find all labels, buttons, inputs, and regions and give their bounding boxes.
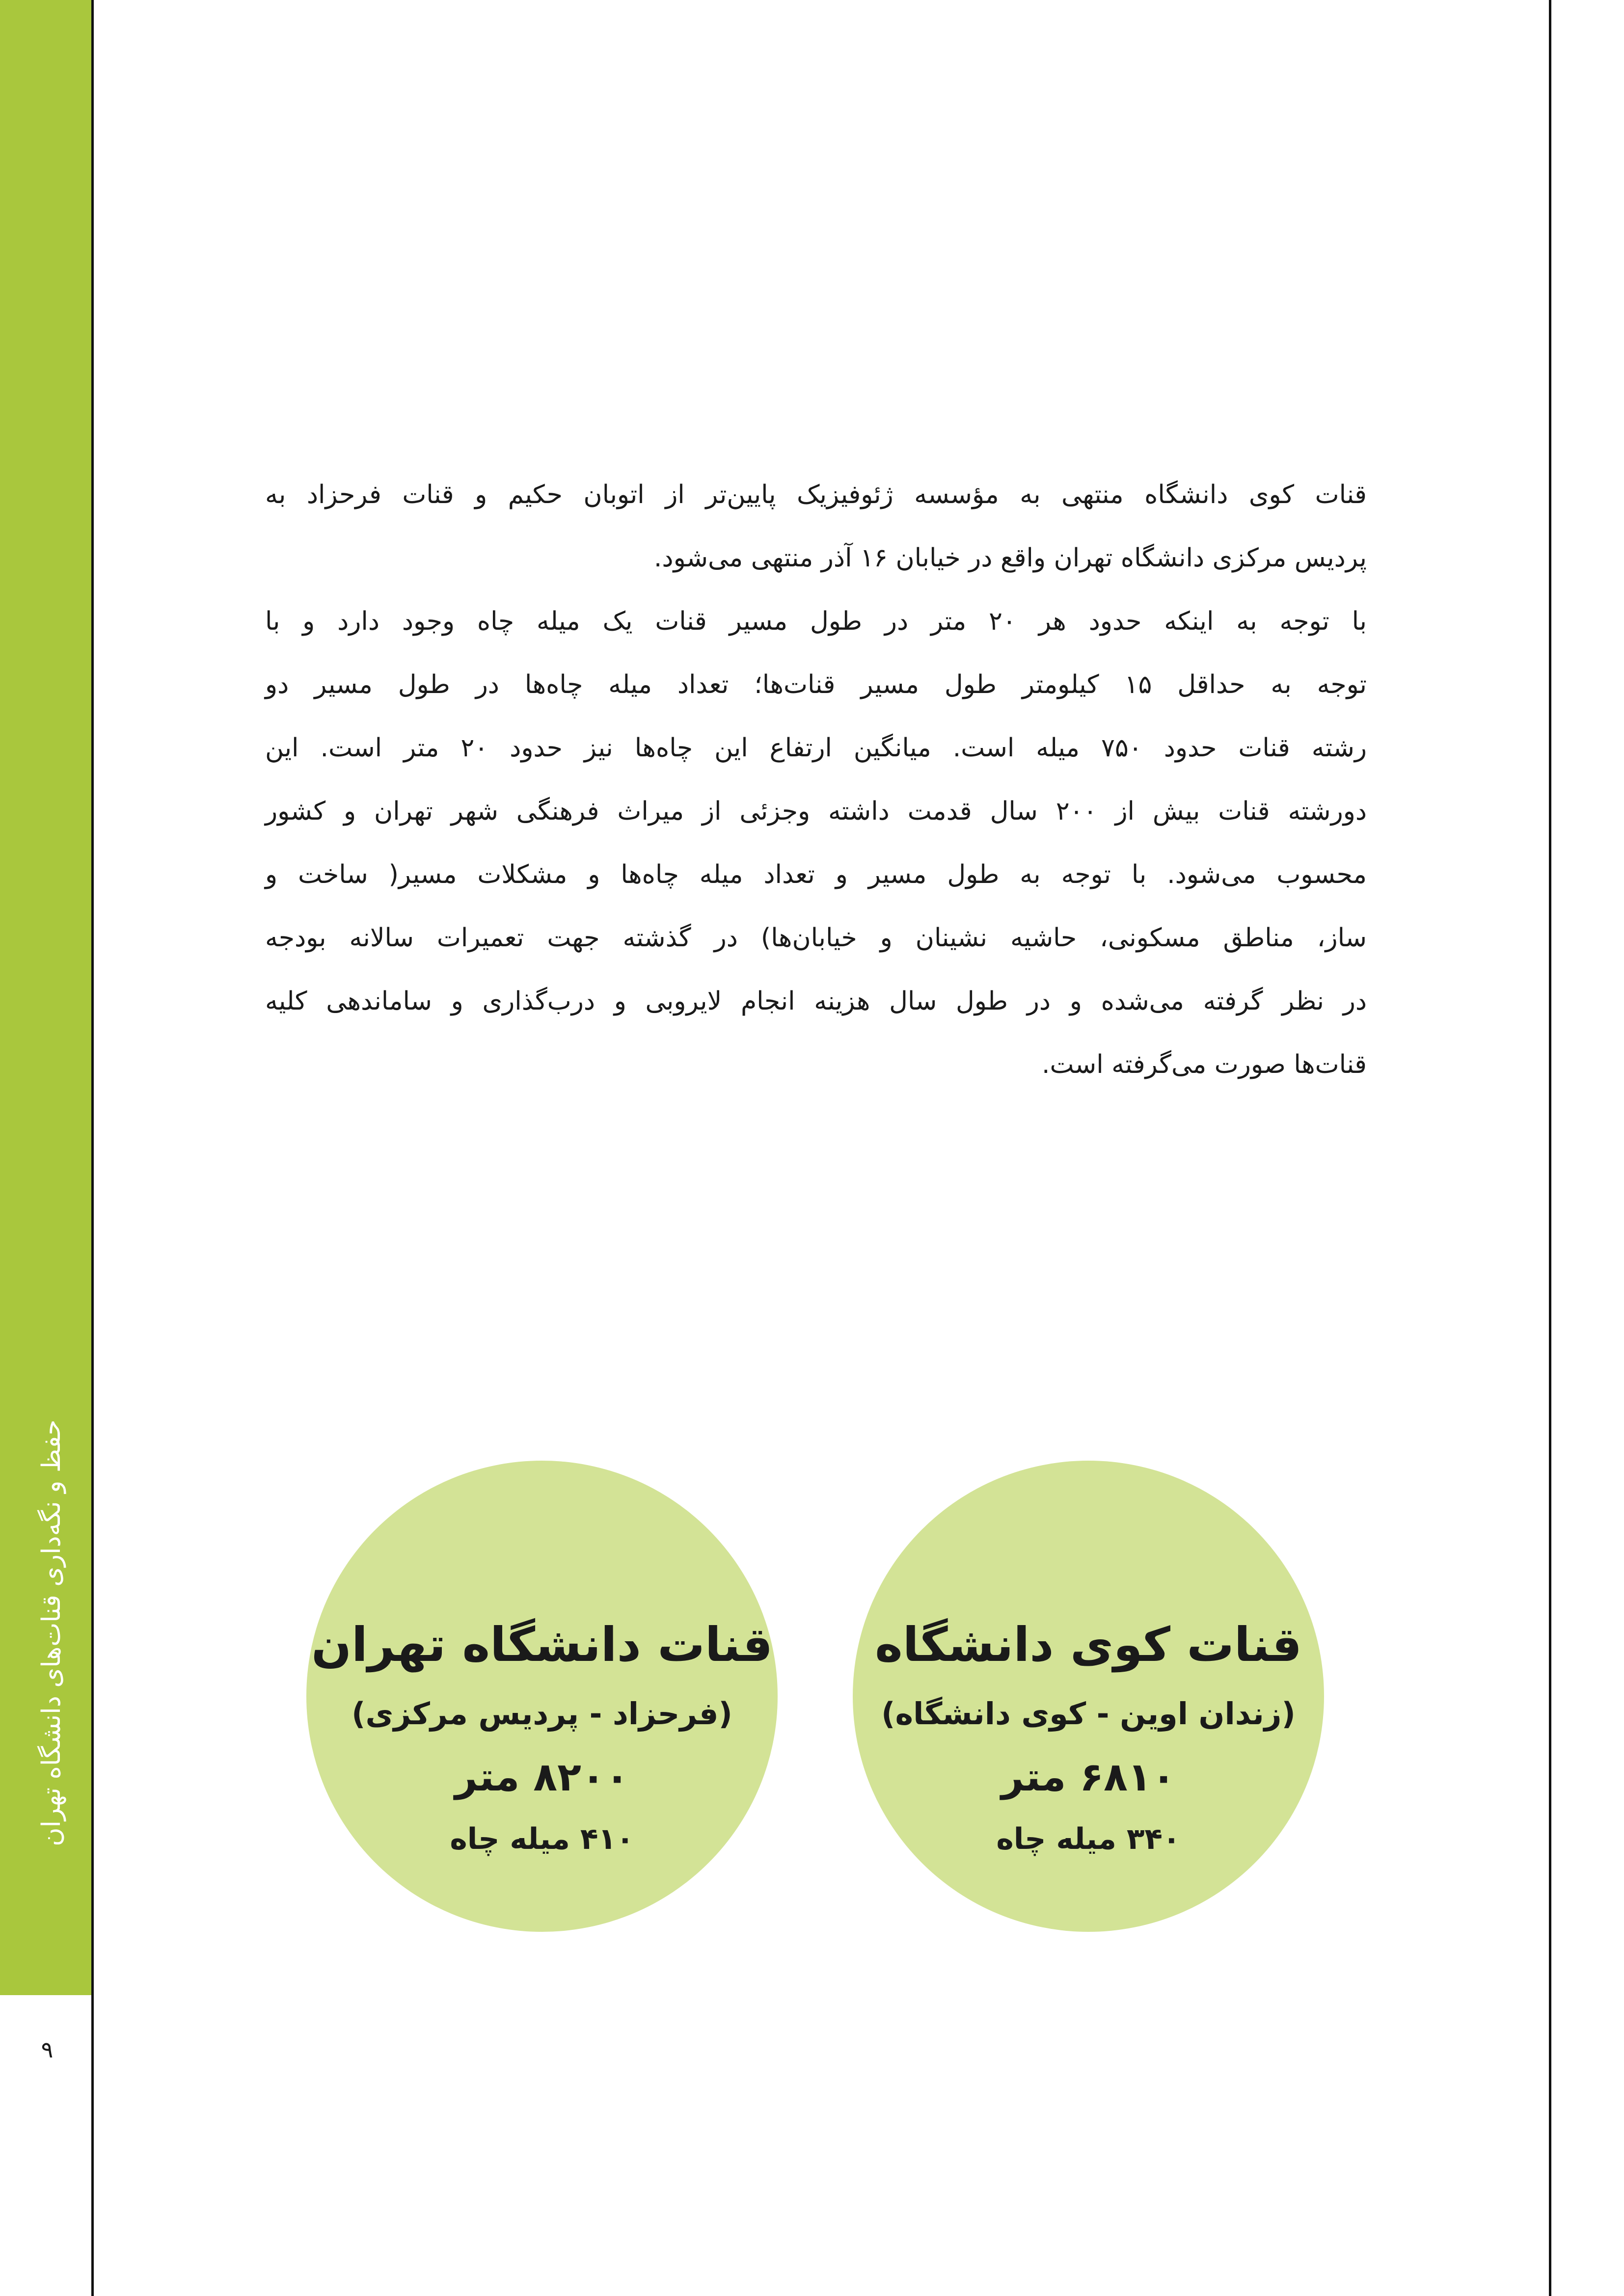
text-line: در نظر گرفته می‌شده و در طول سال هزینه انجام لایروبی و درب‌گذاری و ساماندهی کلیه [265, 987, 1367, 1016]
text-line: توجه به حداقل ۱۵ کیلومتر طول مسیر قنات‌ها؛ تعداد میله چاه‌ها در طول مسیر دو [265, 670, 1367, 699]
qanat-length: ۶۸۱۰ متر [1001, 1754, 1176, 1800]
paragraph [265, 590, 1367, 1096]
qanat-length: ۸۲۰۰ متر [455, 1754, 629, 1800]
qanat-card-kooy-daneshgah [853, 1461, 1324, 1932]
qanat-route: (زندان اوین - کوی دانشگاه) [881, 1696, 1296, 1732]
paragraph [265, 463, 1367, 590]
qanat-card-daneshgah-tehran [306, 1461, 778, 1932]
right-margin-rule [1549, 0, 1551, 2296]
text-line: ساز، مناطق مسکونی، حاشیه نشینان و خیابان‌ها) در گذشته جهت تعمیرات سالانه بودجه [265, 923, 1367, 953]
qanat-title: قنات کوی دانشگاه [875, 1617, 1302, 1672]
qanat-route: (فرحزاد - پردیس مرکزی) [352, 1696, 732, 1732]
left-margin-rule [91, 0, 94, 2296]
text-line: با توجه به اینکه حدود هر ۲۰ متر در طول مسیر قنات یک میله چاه وجود دارد و با [265, 607, 1367, 636]
sidebar-band [0, 0, 91, 1995]
qanat-title: قنات دانشگاه تهران [311, 1617, 773, 1672]
text-line: رشته قنات حدود ۷۵۰ میله است. میانگین ارتفاع این چاه‌ها نیز حدود ۲۰ متر است. این [265, 733, 1367, 763]
qanat-well-count: ۴۱۰ میله چاه [450, 1822, 634, 1856]
running-title: حفظ و نگه‌داری قنات‌های دانشگاه تهران [37, 1419, 66, 1846]
qanat-well-count: ۳۴۰ میله چاه [996, 1822, 1181, 1856]
text-line: دورشته قنات بیش از ۲۰۰ سال قدمت داشته وجزئی از میراث فرهنگی شهر تهران و کشور [265, 797, 1367, 826]
text-line: پردیس مرکزی دانشگاه تهران واقع در خیابان ۱۶ آذر منتهی می‌شود. [653, 543, 1367, 573]
text-line: قنات‌ها صورت می‌گرفته است. [1042, 1050, 1367, 1079]
page-number: ۹ [41, 2036, 54, 2063]
text-line: قنات کوی دانشگاه منتهی به مؤسسه ژئوفیزیک پایین‌تر از اتوبان حکیم و قنات فرحزاد به [265, 480, 1367, 509]
text-line: محسوب می‌شود. با توجه به طول مسیر و تعداد میله چاه‌ها و مشکلات مسیر( ساخت و [265, 860, 1367, 889]
body-text [265, 463, 1367, 1096]
